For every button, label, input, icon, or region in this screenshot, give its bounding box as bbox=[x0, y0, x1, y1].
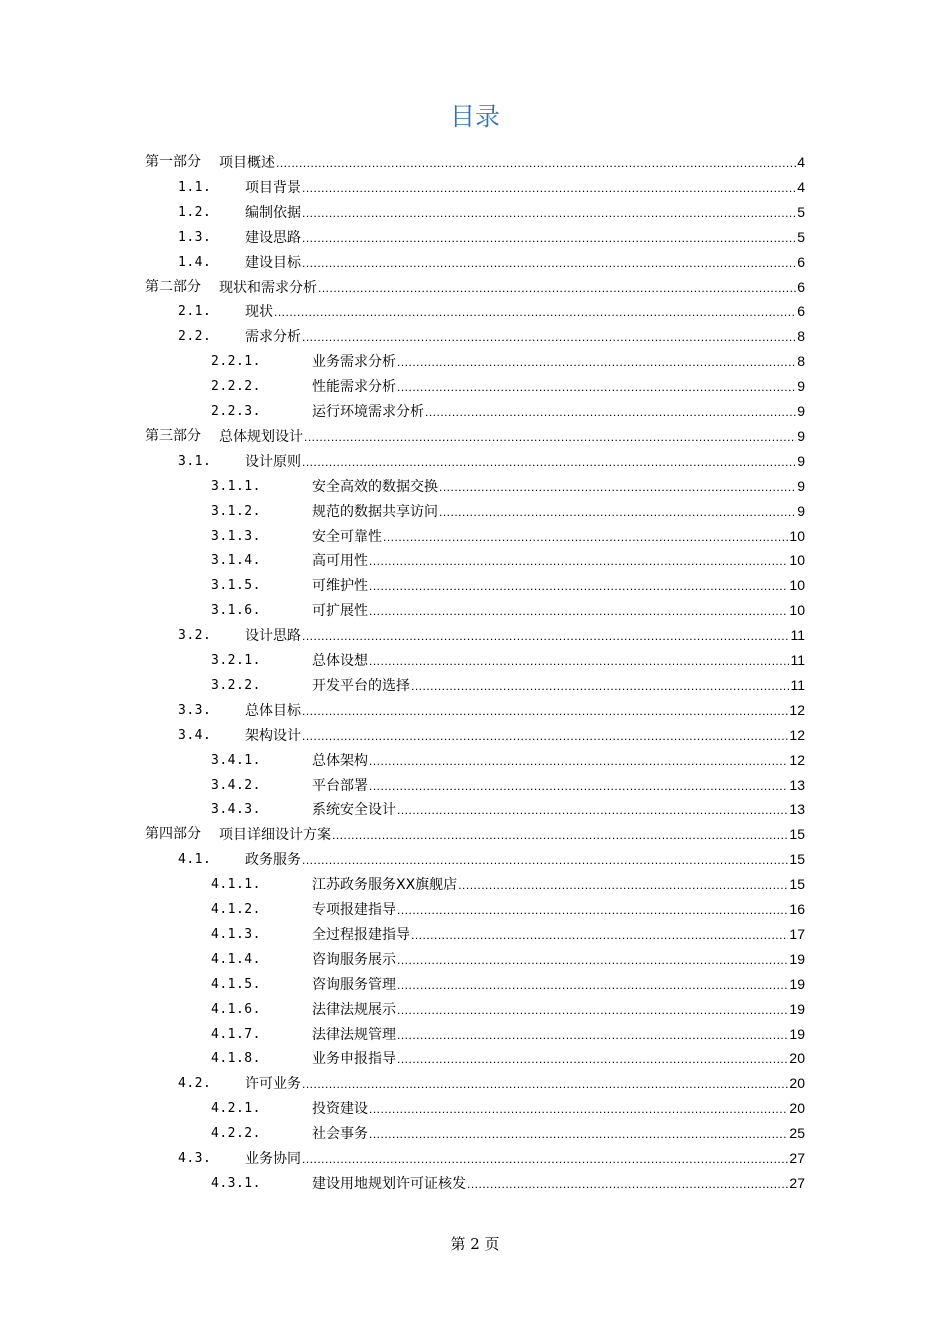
toc-entry-number: 4.1.6. bbox=[211, 1001, 261, 1017]
toc-entry-text: 架构设计 bbox=[245, 727, 301, 744]
toc-entry-page: 10 bbox=[789, 577, 805, 594]
toc-entry-text: 建设思路 bbox=[245, 229, 301, 246]
toc-entry-number: 1.2. bbox=[178, 204, 212, 220]
toc-entry-text: 规范的数据共享访问 bbox=[312, 503, 438, 520]
toc-dot-leader bbox=[397, 898, 788, 923]
toc-entry[interactable] bbox=[0, 499, 950, 524]
toc-dot-leader bbox=[276, 151, 796, 176]
toc-entry-text: 高可用性 bbox=[312, 553, 368, 570]
toc-entry-page: 19 bbox=[789, 975, 805, 992]
toc-entry[interactable] bbox=[0, 872, 950, 897]
toc-entry-page: 19 bbox=[789, 1025, 805, 1042]
toc-entry-text: 社会事务 bbox=[312, 1126, 368, 1143]
toc-entry[interactable] bbox=[0, 897, 950, 922]
toc-entry-number: 3.2. bbox=[178, 628, 212, 644]
toc-entry[interactable] bbox=[0, 299, 950, 324]
toc-entry[interactable] bbox=[0, 474, 950, 499]
toc-entry-page: 16 bbox=[789, 901, 805, 917]
toc-entry[interactable] bbox=[0, 324, 950, 349]
toc-entry-text: 安全可靠性 bbox=[312, 528, 382, 545]
toc-entry[interactable] bbox=[0, 947, 950, 972]
toc-dot-leader bbox=[369, 1122, 788, 1147]
toc-entry-page: 8 bbox=[797, 353, 805, 370]
toc-entry-page: 9 bbox=[797, 427, 805, 444]
toc-entry-page: 9 bbox=[797, 502, 805, 519]
toc-entry-text: 总体设想 bbox=[312, 653, 368, 669]
toc-entry-number: 1.4. bbox=[178, 254, 212, 270]
toc-entry-page: 6 bbox=[797, 303, 805, 320]
toc-entry-number: 4.1. bbox=[178, 852, 212, 868]
toc-entry-number: 4.3. bbox=[178, 1151, 212, 1166]
toc-dot-leader bbox=[302, 848, 788, 873]
toc-entry-text: 全过程报建指导 bbox=[312, 926, 410, 943]
toc-entry-text: 安全高效的数据交换 bbox=[312, 478, 438, 495]
toc-entry-number: 3.1.1. bbox=[211, 478, 261, 494]
toc-entry-page: 20 bbox=[789, 1100, 805, 1117]
toc-entry-text: 项目背景 bbox=[245, 179, 301, 196]
toc-dot-leader bbox=[302, 450, 796, 475]
toc-entry-page: 12 bbox=[789, 726, 805, 743]
toc-entry-number: 2.2. bbox=[178, 329, 212, 345]
toc-dot-leader bbox=[302, 176, 796, 201]
toc-entry[interactable] bbox=[0, 399, 950, 424]
toc-entry-number: 第四部分 bbox=[145, 826, 201, 843]
toc-entry[interactable] bbox=[0, 623, 950, 648]
toc-entry[interactable] bbox=[0, 1146, 950, 1171]
toc-entry-text: 可扩展性 bbox=[312, 603, 368, 620]
toc-entry-text: 建设目标 bbox=[245, 254, 301, 271]
toc-entry-number: 4.1.7. bbox=[211, 1026, 261, 1042]
toc-entry-text: 总体规划设计 bbox=[219, 428, 303, 445]
toc-dot-leader bbox=[458, 873, 788, 898]
toc-dot-leader bbox=[397, 350, 796, 375]
toc-entry-number: 4.1.4. bbox=[211, 951, 261, 967]
toc-entry-number: 3.1.6. bbox=[211, 603, 261, 619]
toc-entry-text: 许可业务 bbox=[245, 1076, 301, 1093]
toc-entry-text: 可维护性 bbox=[312, 578, 368, 595]
toc-entry-number: 1.3. bbox=[178, 229, 212, 245]
toc-entry-number: 4.1.3. bbox=[211, 926, 261, 942]
toc-entry-text: 设计原则 bbox=[245, 453, 301, 470]
toc-entry-page: 27 bbox=[789, 1174, 805, 1191]
toc-dot-leader bbox=[439, 500, 796, 525]
toc-dot-leader bbox=[369, 599, 788, 624]
toc-entry-page: 19 bbox=[789, 1000, 805, 1017]
toc-entry[interactable] bbox=[0, 524, 950, 549]
toc-entry-number: 3.4.2. bbox=[211, 777, 261, 793]
toc-entry-page: 5 bbox=[797, 228, 805, 245]
toc-entry[interactable] bbox=[0, 698, 950, 723]
toc-entry-page: 6 bbox=[797, 253, 805, 270]
toc-entry-number: 3.2.2. bbox=[211, 677, 261, 693]
toc-entry-text: 现状和需求分析 bbox=[219, 279, 317, 296]
toc-entry[interactable] bbox=[0, 1121, 950, 1146]
toc-entry-number: 3.1.3. bbox=[211, 528, 261, 544]
toc-dot-leader bbox=[274, 300, 796, 325]
toc-entry-page: 12 bbox=[789, 701, 805, 718]
toc-entry[interactable] bbox=[0, 922, 950, 947]
page-footer: 第 2 页 bbox=[450, 1235, 500, 1253]
toc-entry-text: 开发平台的选择 bbox=[312, 677, 410, 694]
toc-entry-number: 4.1.8. bbox=[211, 1051, 261, 1067]
toc-entry[interactable] bbox=[0, 275, 950, 300]
toc-entry-page: 15 bbox=[789, 876, 805, 893]
toc-dot-leader bbox=[302, 624, 789, 649]
toc-entry-number: 第一部分 bbox=[145, 154, 201, 170]
toc-dot-leader bbox=[369, 574, 788, 599]
toc-entry[interactable] bbox=[0, 175, 950, 200]
toc-entry[interactable] bbox=[0, 997, 950, 1022]
toc-entry[interactable] bbox=[0, 748, 950, 773]
toc-entry[interactable] bbox=[0, 150, 950, 175]
toc-entry-page: 27 bbox=[789, 1150, 805, 1166]
toc-entry[interactable] bbox=[0, 250, 950, 275]
toc-entry-text: 咨询服务展示 bbox=[312, 951, 396, 968]
toc-dot-leader bbox=[318, 276, 796, 301]
toc-dot-leader bbox=[397, 1047, 788, 1072]
toc-entry-page: 4 bbox=[797, 154, 805, 170]
toc-entry[interactable] bbox=[0, 1171, 950, 1196]
toc-dot-leader bbox=[302, 201, 796, 226]
toc-entry-number: 4.2.1. bbox=[211, 1101, 261, 1117]
toc-entry[interactable] bbox=[0, 972, 950, 997]
toc-entry-page: 11 bbox=[790, 652, 805, 668]
toc-entry-number: 3.1.4. bbox=[211, 553, 261, 569]
toc-entry-text: 设计思路 bbox=[245, 628, 301, 645]
toc-entry[interactable] bbox=[0, 1022, 950, 1047]
toc-dot-leader bbox=[369, 649, 789, 674]
toc-dot-leader bbox=[302, 1147, 788, 1172]
toc-entry-page: 10 bbox=[789, 552, 805, 569]
toc-dot-leader bbox=[332, 823, 788, 848]
toc-entry[interactable] bbox=[0, 673, 950, 698]
toc-entry[interactable] bbox=[0, 648, 950, 673]
toc-entry[interactable] bbox=[0, 822, 950, 847]
toc-entry[interactable] bbox=[0, 200, 950, 225]
toc-entry-text: 业务申报指导 bbox=[312, 1051, 396, 1068]
toc-entry[interactable] bbox=[0, 723, 950, 748]
toc-entry-page: 13 bbox=[789, 801, 805, 818]
toc-entry[interactable] bbox=[0, 1046, 950, 1071]
toc-dot-leader bbox=[411, 674, 789, 699]
toc-entry-text: 江苏政务服务XX旗舰店 bbox=[312, 877, 458, 894]
toc-entry-number: 4.1.1. bbox=[211, 877, 261, 893]
toc-title: 目录 bbox=[449, 102, 500, 131]
toc-dot-leader bbox=[369, 1097, 788, 1122]
toc-entry[interactable] bbox=[0, 847, 950, 872]
toc-entry-text: 项目详细设计方案 bbox=[219, 827, 331, 844]
toc-entry-text: 法律法规展示 bbox=[312, 1001, 396, 1018]
toc-entry[interactable] bbox=[0, 349, 950, 374]
toc-entry-number: 4.1.2. bbox=[211, 902, 261, 917]
toc-entry-text: 运行环境需求分析 bbox=[312, 404, 424, 420]
toc-dot-leader bbox=[302, 724, 788, 749]
toc-entry-number: 4.2. bbox=[178, 1076, 212, 1092]
toc-entry-text: 总体架构 bbox=[312, 752, 368, 769]
toc-dot-leader bbox=[425, 400, 796, 425]
toc-entry[interactable] bbox=[0, 225, 950, 250]
toc-entry[interactable] bbox=[0, 374, 950, 399]
toc-entry-page: 10 bbox=[789, 602, 805, 619]
toc-entry-page: 9 bbox=[797, 477, 805, 494]
toc-entry-text: 项目概述 bbox=[219, 155, 275, 171]
toc-entry-number: 4.3.1. bbox=[211, 1175, 261, 1191]
toc-dot-leader bbox=[397, 798, 788, 823]
toc-dot-leader bbox=[439, 475, 796, 500]
toc-dot-leader bbox=[383, 525, 788, 550]
toc-entry-page: 5 bbox=[797, 203, 805, 220]
toc-entry[interactable] bbox=[0, 449, 950, 474]
toc-dot-leader bbox=[302, 325, 796, 350]
toc-dot-leader bbox=[302, 699, 788, 724]
toc-entry-text: 专项报建指导 bbox=[312, 902, 396, 918]
toc-entry-page: 6 bbox=[797, 278, 805, 295]
toc-entry-page: 20 bbox=[789, 1075, 805, 1092]
toc-entry-number: 1.1. bbox=[178, 179, 212, 195]
toc-entry-text: 咨询服务管理 bbox=[312, 976, 396, 993]
toc-entry-page: 15 bbox=[789, 826, 805, 843]
toc-dot-leader bbox=[397, 998, 788, 1023]
toc-entry-number: 3.1. bbox=[178, 453, 212, 469]
toc-entry-page: 11 bbox=[790, 627, 805, 644]
toc-dot-leader bbox=[411, 923, 788, 948]
toc-dot-leader bbox=[397, 375, 796, 400]
toc-entry-page: 12 bbox=[789, 751, 805, 768]
toc-entry-number: 2.2.1. bbox=[211, 354, 261, 370]
toc-entry-text: 编制依据 bbox=[245, 204, 301, 221]
toc-entry-number: 4.2.2. bbox=[211, 1126, 261, 1142]
toc-dot-leader bbox=[302, 1072, 788, 1097]
toc-entry-text: 建设用地规划许可证核发 bbox=[312, 1175, 466, 1192]
toc-entry-number: 3.4. bbox=[178, 727, 212, 743]
toc-entry[interactable] bbox=[0, 573, 950, 598]
toc-entry-text: 平台部署 bbox=[312, 777, 368, 794]
toc-entry-number: 3.1.2. bbox=[211, 503, 261, 519]
toc-entry-text: 现状 bbox=[245, 304, 273, 321]
toc-dot-leader bbox=[397, 948, 788, 973]
toc-entry-page: 8 bbox=[797, 328, 805, 345]
toc-entry-page: 13 bbox=[789, 776, 805, 793]
toc-entry[interactable] bbox=[0, 797, 950, 822]
toc-entry-text: 总体目标 bbox=[245, 702, 301, 719]
toc-dot-leader bbox=[397, 1023, 788, 1048]
toc-entry-page: 9 bbox=[797, 452, 805, 469]
toc-entry[interactable] bbox=[0, 548, 950, 573]
toc-entry-number: 2.2.3. bbox=[211, 404, 261, 419]
toc-entry-page: 17 bbox=[789, 925, 805, 942]
toc-entry-number: 3.3. bbox=[178, 702, 212, 718]
toc-entry-number: 3.1.5. bbox=[211, 578, 261, 594]
toc-entry-text: 投资建设 bbox=[312, 1101, 368, 1118]
toc-entry-text: 业务协同 bbox=[245, 1151, 301, 1167]
toc-dot-leader bbox=[302, 251, 796, 276]
toc-entry-page: 15 bbox=[789, 851, 805, 868]
toc-entry-number: 第三部分 bbox=[145, 427, 201, 444]
toc-dot-leader bbox=[369, 774, 788, 799]
toc-entry-text: 需求分析 bbox=[245, 329, 301, 346]
toc-entry-text: 政务服务 bbox=[245, 852, 301, 869]
toc-entry-page: 25 bbox=[789, 1125, 805, 1142]
toc-dot-leader bbox=[467, 1172, 788, 1197]
toc-entry-number: 2.2.2. bbox=[211, 379, 261, 395]
toc-dot-leader bbox=[369, 549, 788, 574]
toc-entry-number: 3.4.1. bbox=[211, 752, 261, 768]
toc-entry-number: 4.1.5. bbox=[211, 976, 261, 992]
toc-dot-leader bbox=[304, 425, 796, 450]
toc-entry-page: 4 bbox=[797, 178, 805, 195]
toc-entry[interactable] bbox=[0, 424, 950, 449]
toc-entry-text: 性能需求分析 bbox=[312, 379, 396, 396]
toc-entry-page: 20 bbox=[789, 1050, 805, 1067]
toc-dot-leader bbox=[302, 226, 796, 251]
toc-entry-text: 法律法规管理 bbox=[312, 1026, 396, 1043]
toc-entry[interactable] bbox=[0, 598, 950, 623]
toc-entry[interactable] bbox=[0, 773, 950, 798]
toc-entry-page: 19 bbox=[789, 950, 805, 967]
toc-entry-number: 第二部分 bbox=[145, 278, 201, 295]
toc-dot-leader bbox=[397, 973, 788, 998]
toc-entry[interactable] bbox=[0, 1071, 950, 1096]
toc-dot-leader bbox=[369, 749, 788, 774]
toc-entry-number: 3.4.3. bbox=[211, 802, 261, 818]
toc-entry-page: 11 bbox=[790, 676, 805, 693]
toc-entry-page: 9 bbox=[797, 378, 805, 395]
toc-entry[interactable] bbox=[0, 1096, 950, 1121]
toc-entry-page: 9 bbox=[797, 403, 805, 419]
toc-entry-page: 10 bbox=[789, 527, 805, 544]
toc-entry-text: 系统安全设计 bbox=[312, 802, 396, 819]
toc-entry-number: 2.1. bbox=[178, 304, 212, 320]
toc-entry-text: 业务需求分析 bbox=[312, 354, 396, 371]
toc-entry-number: 3.2.1. bbox=[211, 653, 261, 668]
